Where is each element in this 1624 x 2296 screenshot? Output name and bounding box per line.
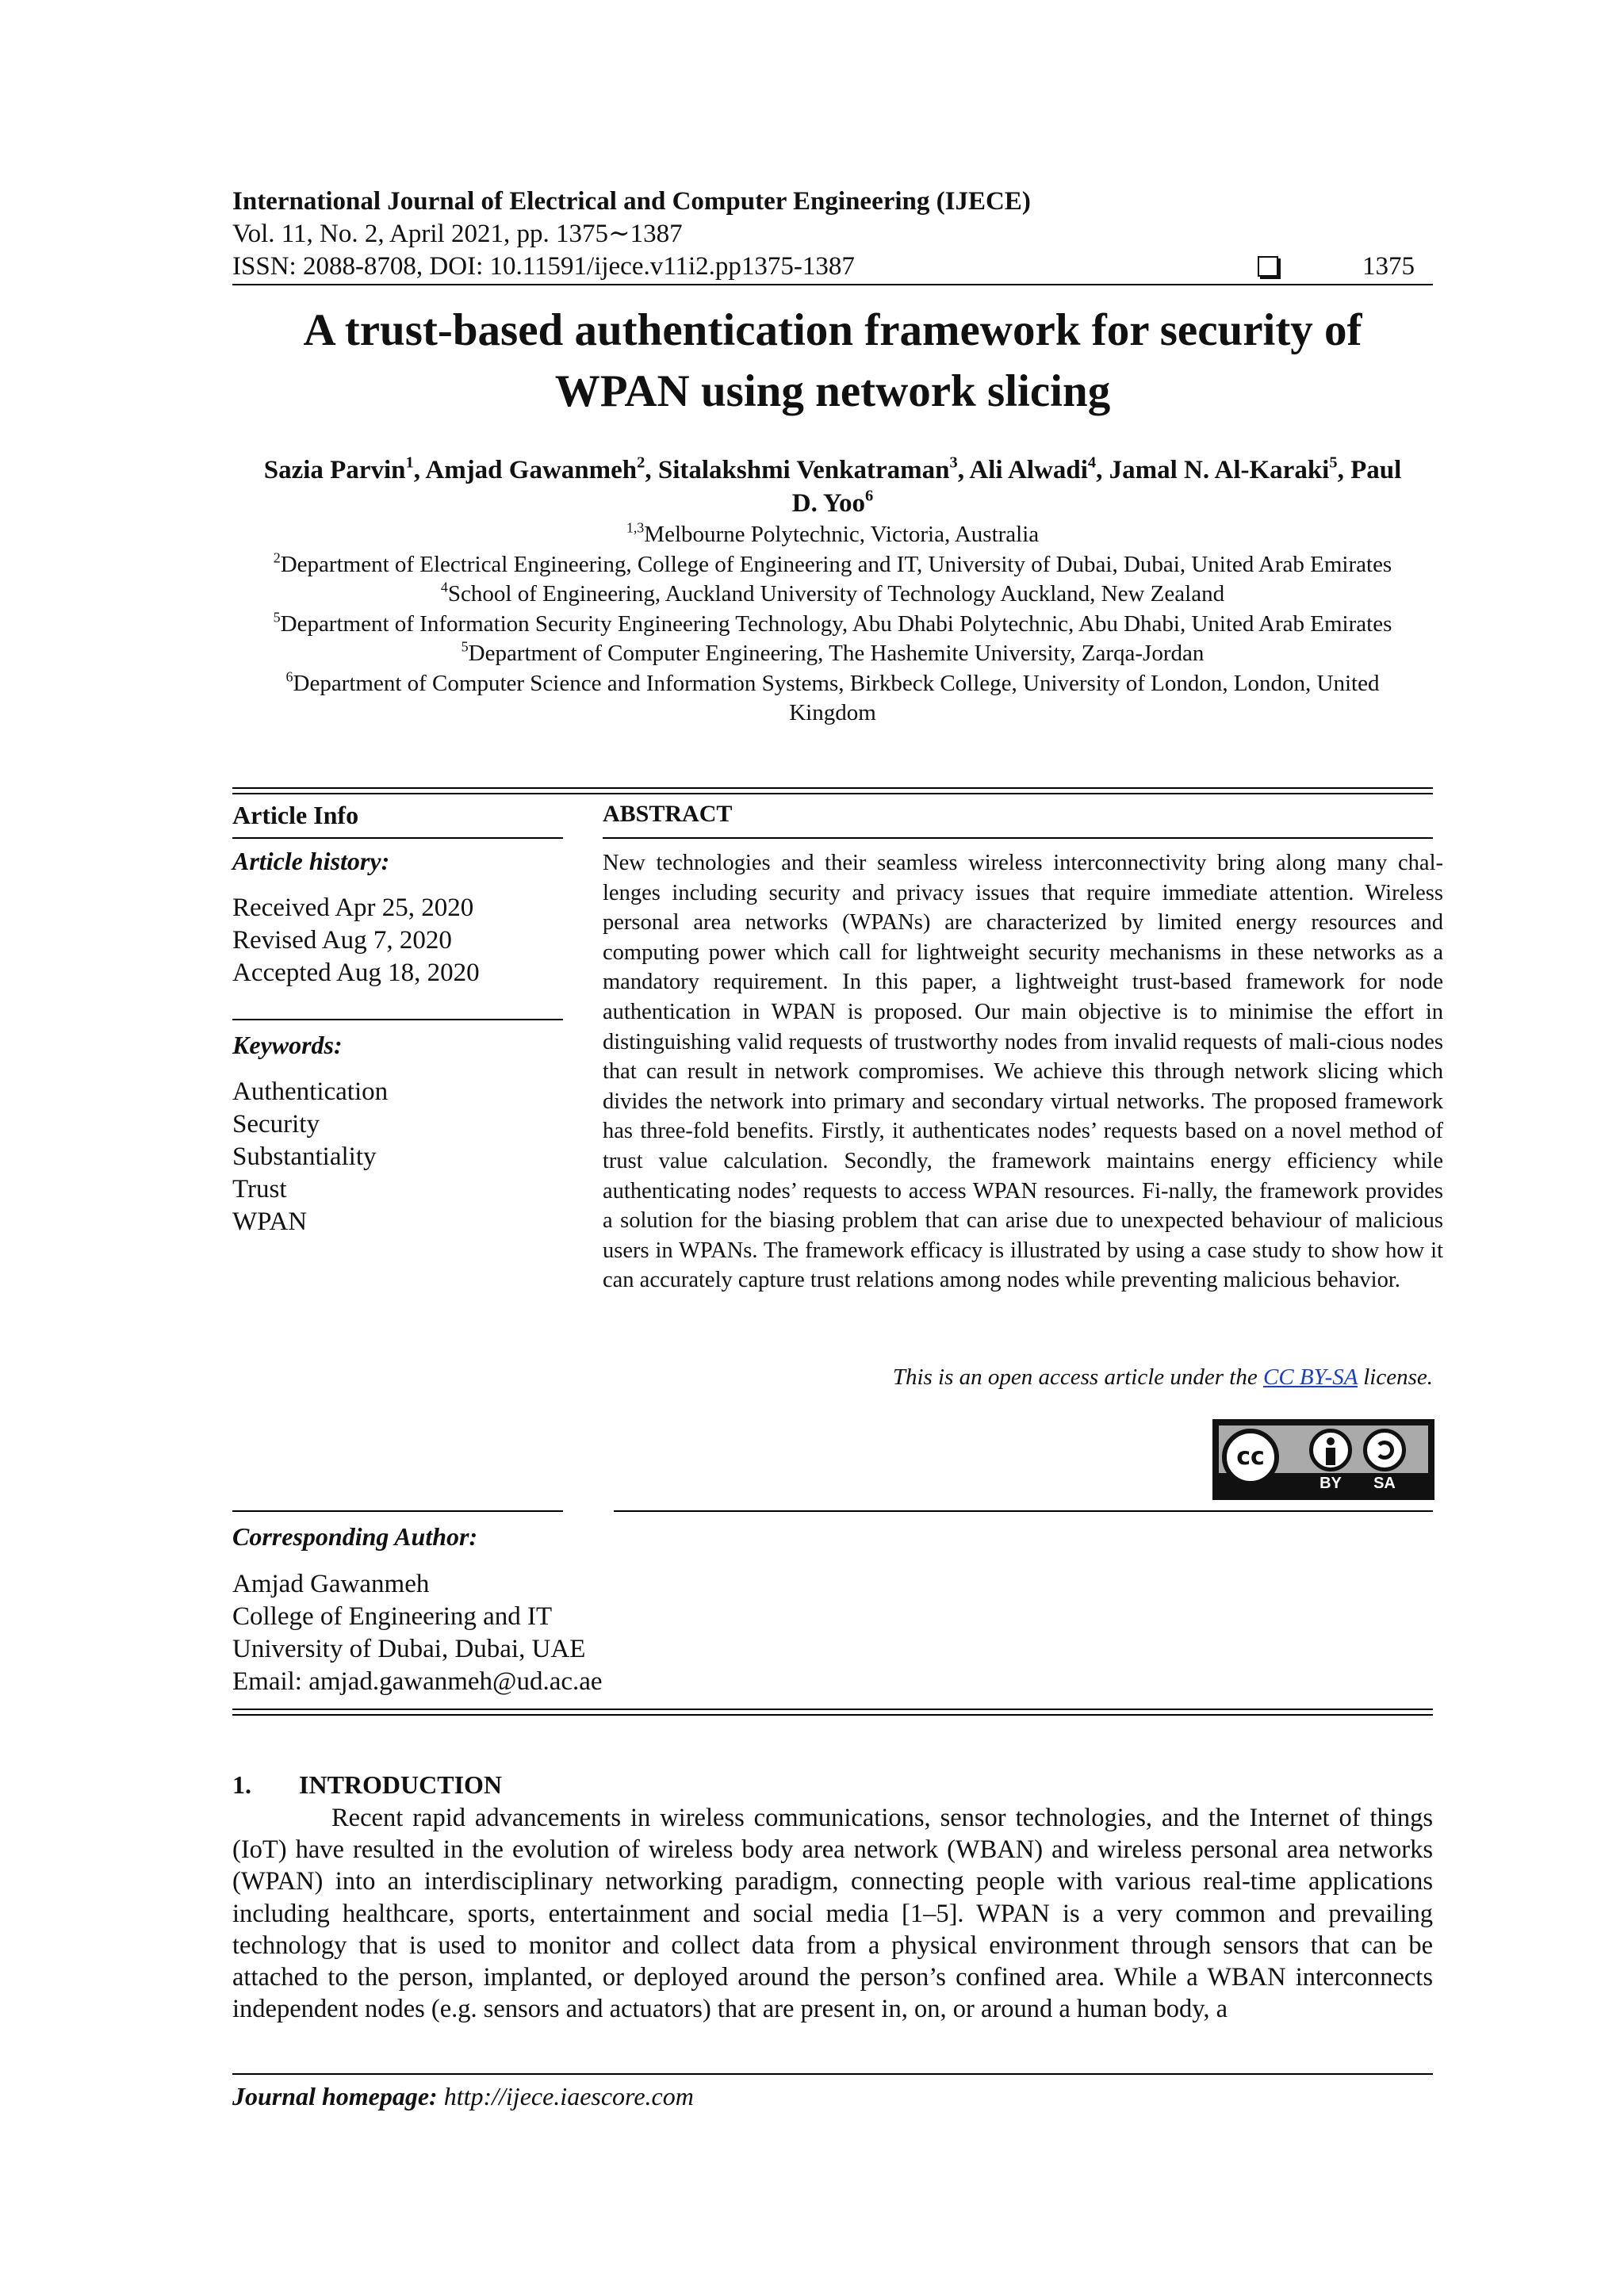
page-number: 1375 [1362,252,1415,281]
footer [232,2082,694,2111]
affiliation-line: $^6$Department of Computer Science and Information Systems, Birkbeck College, University of London, London, United [285,668,1380,696]
history-item: Revised Aug 7, 2020 [232,926,452,955]
history-heading: Article history: [232,847,390,875]
history-list [232,892,480,989]
keyword-item: Security [232,1110,320,1138]
corr-right-rule [614,1510,1433,1512]
keyword-item: Substantiality [232,1142,377,1171]
person-icon [1309,1429,1352,1471]
affiliation-line: $^5$Department of Information Security Engineering Technology, Abu Dhabi Polytechnic, Abu Dhabi, United Arab Emirates [273,608,1392,637]
intro-paragraph: Recent rapid advancements in wireless communications, sensor technologies, and the Internet of things (IoT) have resulted in the evolution of wireless body area network (WBAN) and wireless personal area networks (WPAN) into an interdisciplinary networking paradigm, connecting people with various real-time applications including healthcare, sports, entertainment and social media [1–5]. WPAN is a very common and prevailing technology that is used to monitor and collect data from a physical environment through sensors that can be attached to the person, implanted, or deployed around the person’s confined area. While a WBAN interconnects independent nodes (e.g. sensors and actuators) that are present in, on, or around a human body, a [232,1804,1433,2024]
title-line-2: WPAN using network slicing [554,366,1111,416]
cc-by-sa-badge[interactable] [1212,1419,1434,1500]
journal-issn: ISSN: 2088-8708, DOI: 10.11591/ijece.v11i2.pp1375-1387 [232,252,855,281]
authors-line-1: Sazia Parvin$^1$, Amjad Gawanmeh$^2$, Sitalakshmi Venkatraman$^3$, Ali Alwadi$^4$, Jamal N. Al-Karaki$^5$, Paul [263,453,1402,484]
footer-url: http://ijece.iaescore.com [443,2082,694,2110]
corresponding-line: College of Engineering and IT [232,1602,553,1631]
keyword-item: Authentication [232,1077,389,1106]
license-line: This is an open access article under the CC BY-SA license. [892,1364,1433,1390]
article-info-rule [232,837,563,839]
abstract-rule [603,837,1433,839]
keywords-rule [232,1019,563,1020]
info-top-rule-2 [232,793,1433,794]
share-alike-icon [1363,1429,1406,1471]
info-bottom-rule-1 [232,1709,1433,1710]
title-line-1: A trust-based authentication framework for security of [303,305,1362,355]
header-rule [232,284,1433,285]
history-item: Received Apr 25, 2020 [232,894,474,922]
license-link[interactable]: CC BY-SA [1263,1364,1358,1390]
corresponding-heading: Corresponding Author: [232,1522,478,1551]
corresponding-details [232,1568,603,1698]
article-info-heading: Article Info [232,801,359,829]
affiliation-line: $^4$School of Engineering, Auckland University of Technology Auckland, New Zealand [440,579,1225,607]
badge-sa-label: SA [1373,1475,1396,1492]
intro-number: 1. [232,1770,251,1799]
journal-volume: Vol. 11, No. 2, April 2021, pp. 1375∼1387 [232,220,683,248]
affiliations [232,520,1433,729]
affiliation-line: $^5$Department of Computer Engineering, The Hashemite University, Zarqa-Jordan [461,638,1205,666]
corresponding-line: Amjad Gawanmeh [232,1570,430,1598]
authors-line-2: D. Yoo$^6$ [791,487,874,518]
footer-rule [232,2073,1433,2075]
journal-name: International Journal of Electrical and Computer Engineering (IJECE) [232,187,1031,216]
badge-by-label: BY [1320,1475,1342,1492]
corresponding-line: University of Dubai, Dubai, UAE [232,1635,586,1663]
affiliation-line: $^{1,3}$Melbourne Polytechnic, Victoria, Australia [626,519,1040,547]
abstract-text: New technologies and their seamless wireless interconnectivity bring along many chal-lenges including security and privacy issues that require immediate attention. Wireless personal area networks (WPANs) are characterized by limited energy resources and computing power which call for lightweight security mechanisms in these networks as a mandatory requirement. In this paper, a lightweight trust-based framework for node authentication in WPAN is proposed. Our main objective is to minimise the effort in distinguishing valid requests of trustworthy nodes from invalid requests of mali-cious nodes that can result in network compromises. We achieve this through network slicing which divides the network into primary and secondary virtual networks. The proposed framework has three-fold benefits. Firstly, it authenticates nodes’ requests based on a novel method of trust value calculation. Secondly, the framework maintains energy efficiency while authenticating nodes’ requests to access WPAN resources. Fi-nally, the framework provides a solution for the biasing problem that can arise due to unexpected behaviour of malicious users in WPANs. The framework efficacy is illustrated by using a case study to show how it can accurately capture trust relations among nodes while preventing malicious behavior. [603,851,1443,1293]
affiliation-line: $^2$Department of Electrical Engineering, College of Engineering and IT, University of Dubai, Dubai, United Arab Emirates [273,549,1392,577]
info-bottom-rule-2 [232,1714,1433,1716]
keywords-heading: Keywords: [232,1031,343,1059]
corr-left-rule [232,1510,563,1512]
affiliation-line: Kingdom [789,700,876,725]
intro-heading: INTRODUCTION [299,1770,503,1799]
abstract-heading: ABSTRACT [603,801,733,827]
keywords-list [232,1076,388,1238]
corresponding-line: Email: amjad.gawanmeh@ud.ac.ae [232,1667,603,1696]
footer-label: Journal homepage: [232,2082,438,2110]
keyword-item: Trust [232,1175,287,1203]
keyword-item: WPAN [232,1207,308,1236]
history-item: Accepted Aug 18, 2020 [232,959,480,987]
square-icon [1258,256,1278,277]
cc-icon: cc [1222,1429,1279,1486]
info-top-rule-1 [232,787,1433,789]
